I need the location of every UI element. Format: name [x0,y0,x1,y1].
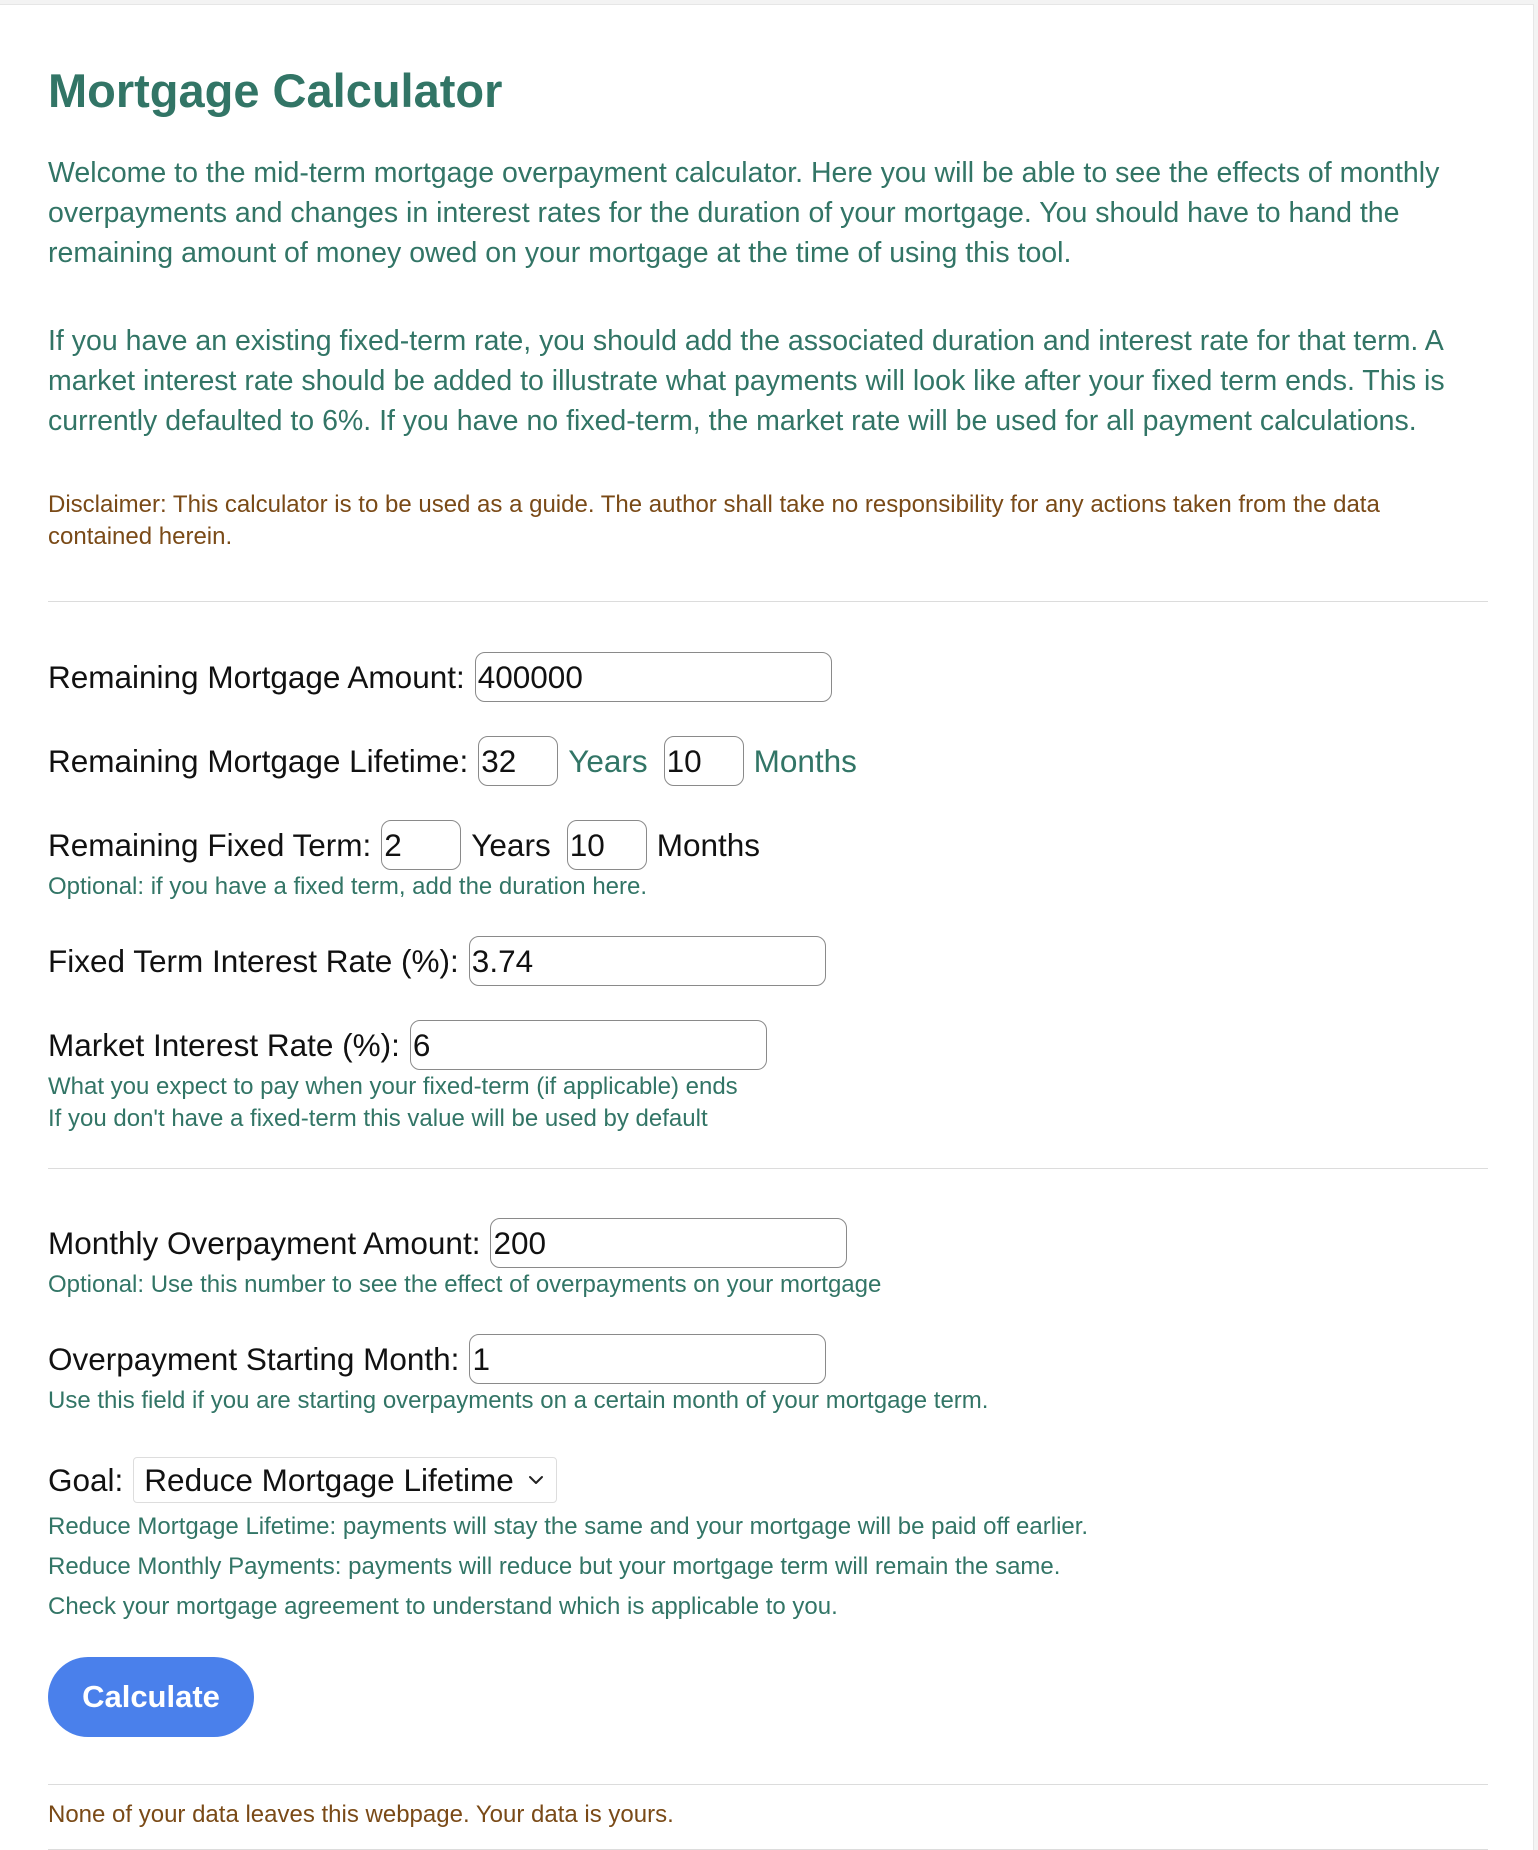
fixed-term-hint: Optional: if you have a fixed term, add the duration here. [48,873,648,900]
lifetime-years-input[interactable] [478,736,558,786]
overpayment-input[interactable] [490,1218,847,1268]
overpayment-row [48,1218,847,1268]
lifetime-months-input[interactable] [664,736,744,786]
chevron-down-icon [526,1470,546,1490]
goal-select[interactable] [133,1457,556,1503]
divider [48,1168,1488,1169]
mortgage-amount-input[interactable] [475,652,832,702]
market-rate-row [48,1020,767,1070]
fixed-term-months-unit: Months [656,826,761,863]
market-rate-label: Market Interest Rate (%): [48,1026,400,1063]
lifetime-years-unit: Years [568,742,648,779]
lifetime-months-unit: Months [753,742,857,779]
intro-paragraph-2: If you have an existing fixed-term rate, you should add the associated duration and interest rate for that term. A market interest rate should be added to illustrate what payments will look like after your fixed term ends. This is currently defaulted to 6%. If you have no fixed-term, the market rate will be used for all payment calculations. [48,325,1445,437]
start-month-label: Overpayment Starting Month: [48,1340,460,1377]
fixed-term-years-input[interactable] [381,820,461,870]
market-rate-hint-2: If you don't have a fixed-term this value will be used by default [48,1105,708,1132]
calculate-button[interactable]: Calculate [48,1657,254,1737]
overpayment-hint: Optional: Use this number to see the effect of overpayments on your mortgage [48,1271,882,1298]
start-month-row [48,1334,826,1384]
fixed-rate-input[interactable] [469,936,826,986]
market-rate-input[interactable] [410,1020,767,1070]
divider [48,1784,1488,1785]
intro-paragraph-1: Welcome to the mid-term mortgage overpayment calculator. Here you will be able to see the effects of monthly overpayments and changes in interest rates for the duration of your mortgage. You should have to hand the remaining amount of money owed on your mortgage at the time of using this tool. [48,157,1440,269]
fixed-term-months-input[interactable] [567,820,647,870]
fixed-rate-row [48,936,826,986]
divider [48,601,1488,602]
goal-hint-2: Reduce Monthly Payments: payments will reduce but your mortgage term will remain the same. [48,1553,1061,1580]
market-rate-hint-1: What you expect to pay when your fixed-term (if applicable) ends [48,1073,738,1100]
calculator-card [0,4,1534,1850]
start-month-hint: Use this field if you are starting overpayments on a certain month of your mortgage term. [48,1387,989,1414]
fixed-term-row [48,820,776,870]
goal-row [48,1455,557,1505]
fixed-term-years-unit: Years [471,826,551,863]
goal-hint-1: Reduce Mortgage Lifetime: payments will stay the same and your mortgage will be paid off earlier. [48,1513,1089,1540]
disclaimer: Disclaimer: This calculator is to be used as a guide. The author shall take no responsibility for any actions taken from the data contained herein. [48,491,1380,550]
mortgage-amount-row [48,652,832,702]
goal-hint-3: Check your mortgage agreement to understand which is applicable to you. [48,1593,838,1620]
fixed-rate-label: Fixed Term Interest Rate (%): [48,942,459,979]
goal-selected-value: Reduce Mortgage Lifetime [144,1461,514,1498]
privacy-note: None of your data leaves this webpage. Your data is yours. [48,1801,674,1828]
start-month-input[interactable] [469,1334,826,1384]
fixed-term-label: Remaining Fixed Term: [48,826,372,863]
page-title: Mortgage Calculator [48,64,503,117]
lifetime-label: Remaining Mortgage Lifetime: [48,742,469,779]
goal-label: Goal: [48,1461,124,1498]
lifetime-row [48,736,873,786]
overpayment-label: Monthly Overpayment Amount: [48,1224,481,1261]
mortgage-amount-label: Remaining Mortgage Amount: [48,658,465,695]
